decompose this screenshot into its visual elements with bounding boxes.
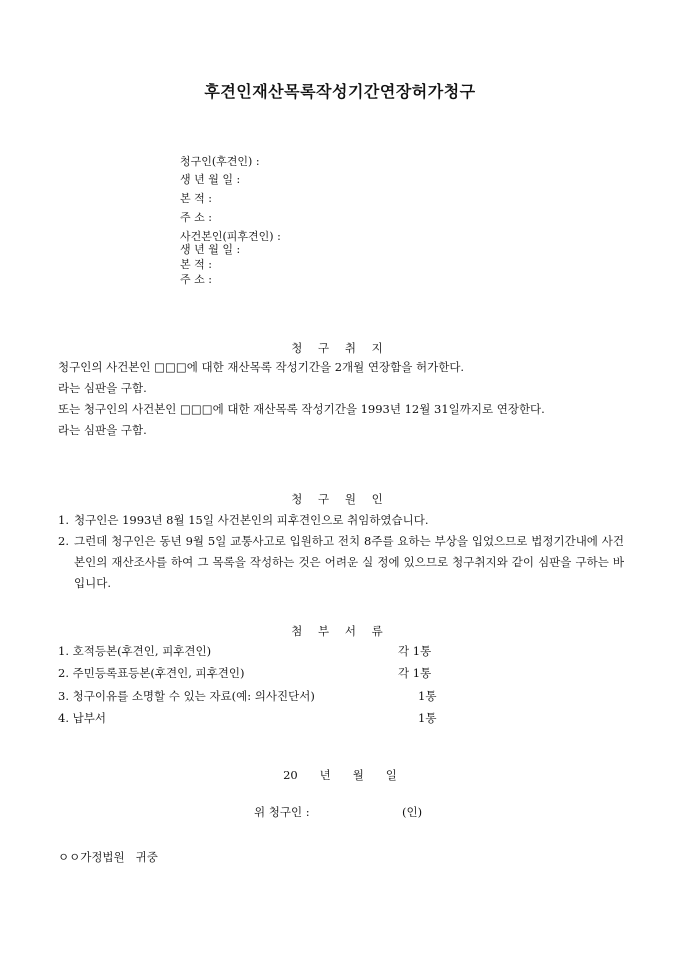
purpose-heading: 청 구 취 지: [291, 341, 389, 355]
attachment-label: 4. 납부서: [58, 711, 106, 725]
claimant-label: 청구인(후견인) :: [180, 155, 260, 168]
subject-address-label: 주 소 :: [180, 273, 212, 286]
purpose-line-1: 청구인의 사건본인 □□□에 대한 재산목록 작성기간을 2개월 연장함을 허가한다.: [58, 360, 465, 374]
attachments-heading: 첨 부 서 류: [291, 624, 389, 638]
purpose-line-2: 라는 심판을 구함.: [58, 381, 147, 395]
attachment-label: 2. 주민등록표등본(후견인, 피후견인): [58, 666, 245, 680]
attachment-count: 각 1통: [398, 666, 432, 680]
date-line: 20 년 월 일: [283, 768, 397, 782]
subject-label: 사건본인(피후견인) :: [180, 230, 281, 243]
signer-label: 위 청구인 :: [254, 805, 310, 819]
reason-item: [58, 510, 624, 531]
purpose-line-3: 또는 청구인의 사건본인 □□□에 대한 재산목록 작성기간을 1993년 12월 31일까지로 연장한다.: [58, 402, 545, 416]
page-title: 후견인재산목록작성기간연장허가청구: [204, 82, 476, 101]
attachment-count: 1통: [418, 711, 437, 725]
reason-num: 2.: [58, 534, 69, 548]
court-recipient: ㅇㅇ가정법원 귀중: [58, 850, 158, 864]
reason-text: 청구인은 1993년 8월 15일 사건본인의 피후견인으로 취임하였습니다.: [74, 513, 429, 527]
attachment-count: 각 1통: [398, 644, 432, 658]
subject-birth-label: 생 년 월 일 :: [180, 243, 241, 256]
reasons-heading: 청 구 원 인: [291, 492, 389, 506]
reason-item: [58, 531, 624, 594]
claimant-birth-label: 생 년 월 일 :: [180, 173, 241, 186]
attachment-count: 1통: [418, 689, 437, 703]
seal-mark: (인): [402, 805, 423, 819]
reason-num: 1.: [58, 513, 69, 527]
subject-origin-label: 본 적 :: [180, 258, 212, 271]
purpose-body: [58, 357, 624, 441]
attachment-label: 3. 청구이유를 소명할 수 있는 자료(예: 의사진단서): [58, 689, 315, 703]
claimant-origin-label: 본 적 :: [180, 192, 212, 205]
purpose-line-4: 라는 심판을 구함.: [58, 423, 147, 437]
attachment-label: 1. 호적등본(후견인, 피후견인): [58, 644, 212, 658]
reason-text: 그런데 청구인은 동년 9월 5일 교통사고로 입원하고 전치 8주를 요하는 부상을 입었으므로 법정기간내에 사건본인의 재산조사를 하여 그 목록을 작성하는 것은 어려운 실 정에 있으므로 청구취지와 같이 심판을 구하는 바입니다.: [74, 534, 624, 590]
claimant-address-label: 주 소 :: [180, 211, 212, 224]
reasons-body: [58, 510, 624, 594]
